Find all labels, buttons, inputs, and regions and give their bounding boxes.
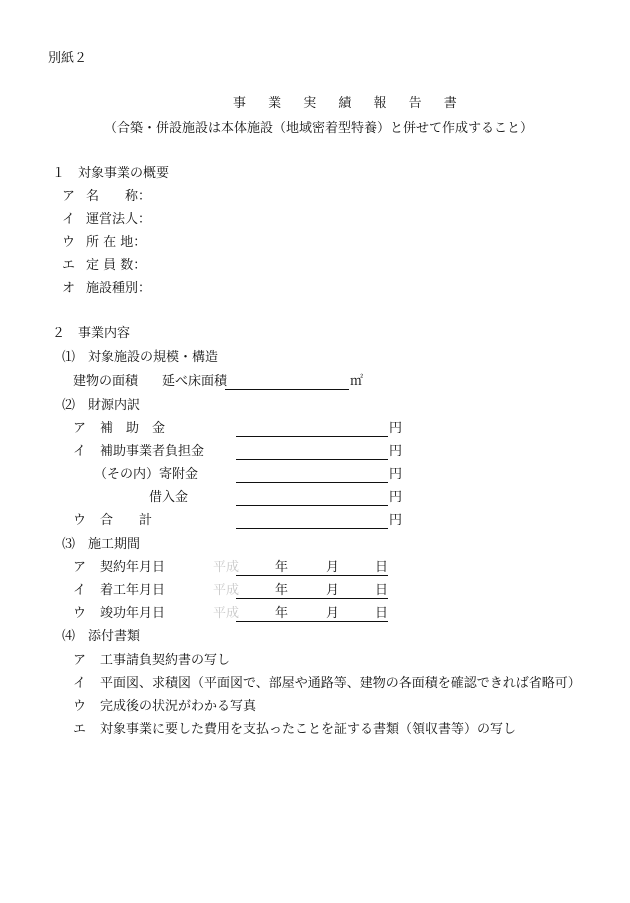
subsidy-amount-field (236, 436, 388, 437)
year-unit: 年 (275, 583, 289, 598)
day-unit: 日 (375, 560, 389, 575)
month-unit: 月 (326, 560, 340, 575)
era-label: 平成 (213, 606, 240, 621)
name-label: 名 称： (86, 189, 152, 204)
attachments-heading: ⑷ 添付書類 (62, 629, 141, 644)
contract-date-field (236, 575, 388, 576)
item-mark: ウ (73, 606, 87, 621)
attachment-photos: 完成後の状況がわかる写真 (100, 699, 257, 714)
period-heading: ⑶ 施工期間 (62, 537, 141, 552)
item-mark: ウ (73, 513, 87, 528)
item-mark: オ (62, 281, 76, 296)
loan-label: 借入金 (149, 490, 189, 505)
floor-area-label: 延べ床面積 (162, 374, 228, 389)
day-unit: 日 (375, 606, 389, 621)
document-subtitle: （合築・併設施設は本体施設（地域密着型特養）と併せて作成すること） (104, 121, 534, 136)
item-mark: ア (73, 421, 87, 436)
item-mark: イ (73, 676, 87, 691)
operator-label: 運営法人： (86, 212, 152, 227)
month-unit: 月 (326, 606, 340, 621)
total-label: 合 計 (100, 513, 153, 528)
attachment-contract-copy: 工事請負契約書の写し (100, 653, 231, 668)
finance-heading: ⑵ 財源内訳 (62, 398, 141, 413)
subsidy-label: 補 助 金 (100, 421, 166, 436)
item-mark: エ (62, 258, 76, 273)
completion-date-label: 竣功年月日 (100, 606, 166, 621)
year-unit: 年 (275, 560, 289, 575)
item-mark: ア (62, 189, 76, 204)
era-label: 平成 (213, 560, 240, 575)
attachment-floor-plan: 平面図、求積図（平面図で、部屋や通路等、建物の各面積を確認できれば省略可） (100, 676, 581, 691)
square-meter-unit: ㎡ (350, 374, 364, 389)
item-mark: ウ (73, 699, 87, 714)
completion-date-field (236, 621, 388, 622)
donation-amount-field (236, 482, 388, 483)
item-mark: ウ (62, 235, 76, 250)
yen-unit: 円 (389, 467, 403, 482)
item-mark: イ (62, 212, 76, 227)
yen-unit: 円 (389, 513, 403, 528)
annex-label: 別紙２ (48, 51, 88, 66)
contract-date-label: 契約年月日 (100, 560, 166, 575)
item-mark: イ (73, 583, 87, 598)
item-mark: イ (73, 444, 87, 459)
document-title: 事 業 実 績 報 告 書 (233, 96, 466, 111)
year-unit: 年 (275, 606, 289, 621)
day-unit: 日 (375, 583, 389, 598)
operator-share-amount-field (236, 459, 388, 460)
floor-area-field (225, 389, 349, 390)
attachment-receipts: 対象事業に要した費用を支払ったことを証する書類（領収書等）の写し (100, 722, 517, 737)
donation-label: （その内）寄附金 (94, 467, 199, 482)
era-label: 平成 (213, 583, 240, 598)
capacity-label: 定 員 数： (86, 258, 147, 273)
yen-unit: 円 (389, 421, 403, 436)
operator-share-label: 補助事業者負担金 (100, 444, 205, 459)
loan-amount-field (236, 505, 388, 506)
yen-unit: 円 (389, 444, 403, 459)
start-date-label: 着工年月日 (100, 583, 166, 598)
section-2-heading: ２ 事業内容 (52, 326, 131, 341)
total-amount-field (236, 528, 388, 529)
yen-unit: 円 (389, 490, 403, 505)
item-mark: ア (73, 560, 87, 575)
month-unit: 月 (326, 583, 340, 598)
facility-type-label: 施設種別： (86, 281, 152, 296)
building-area-label: 建物の面積 (73, 374, 139, 389)
item-mark: ア (73, 653, 87, 668)
item-mark: エ (73, 722, 87, 737)
section-1-heading: １ 対象事業の概要 (52, 166, 170, 181)
start-date-field (236, 598, 388, 599)
address-label: 所 在 地： (86, 235, 147, 250)
scale-heading: ⑴ 対象施設の規模・構造 (62, 350, 219, 365)
